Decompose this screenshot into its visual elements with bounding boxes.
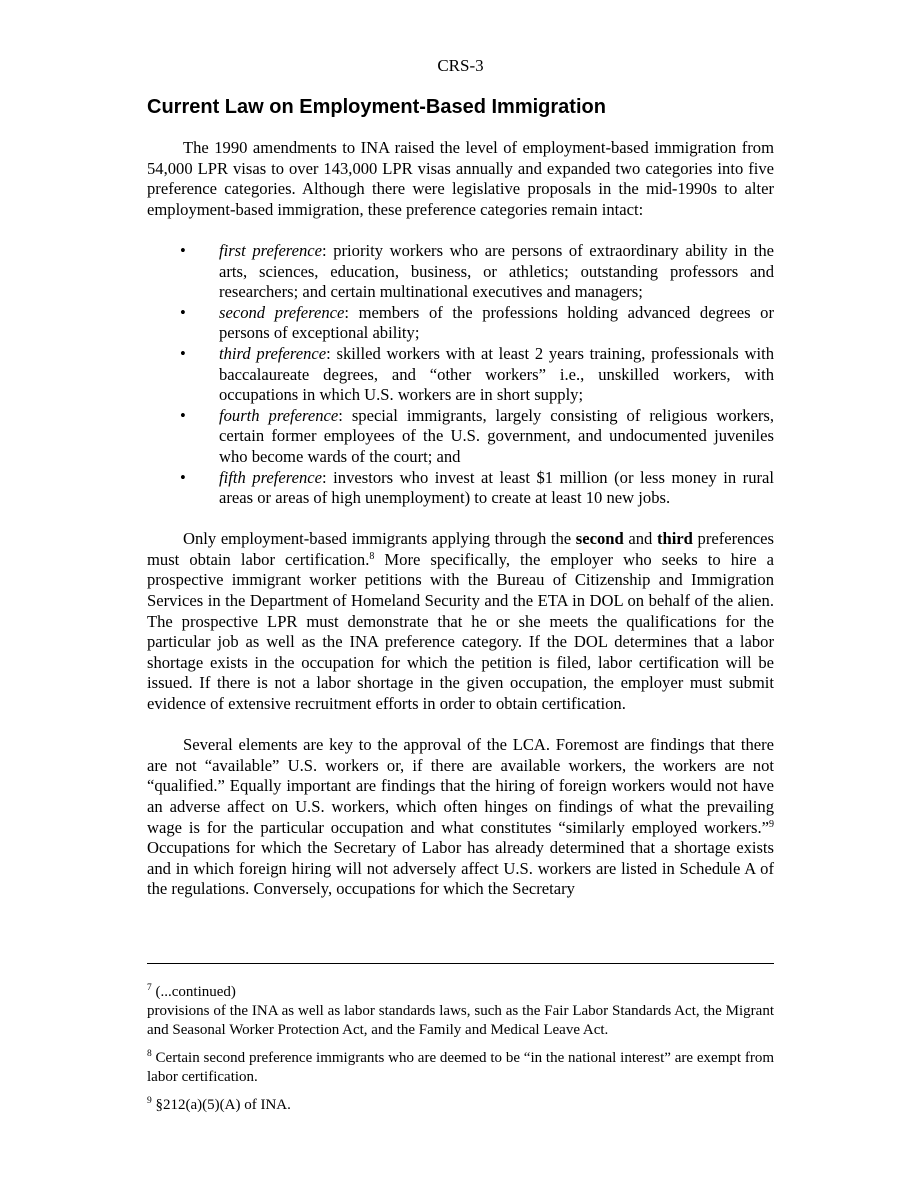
- list-item-fourth-preference: [147, 406, 774, 468]
- footnote-9-text: §212(a)(5)(A) of INA.: [151, 1097, 291, 1113]
- footnote-7-heading: [147, 983, 774, 1002]
- footnote-8-text: Certain second preference immigrants who are deemed to be “in the national interest” are exempt from labor certification.: [147, 1050, 774, 1085]
- bullet-icon: •: [180, 302, 186, 322]
- preference-term: second preference: [219, 302, 345, 322]
- preference-description: : special immigrants, largely consisting of religious workers, certain former employees of the U.S. government, and undocumented juveniles who become wards of the court; and: [219, 405, 774, 466]
- footnote-ref-9[interactable]: 9: [769, 818, 774, 830]
- footnote-divider: [147, 963, 774, 964]
- list-item-first-preference: [147, 241, 774, 303]
- footnote-continued-label: (...continued): [151, 984, 236, 1000]
- paragraph-lca-elements: [147, 735, 774, 900]
- footnotes: [147, 983, 774, 1124]
- list-item-second-preference: [147, 303, 774, 344]
- footnote-number: 8: [147, 1049, 152, 1059]
- preference-term: fourth preference: [219, 405, 339, 425]
- text-run: More specifically, the employer who seeks to hire a prospective immigrant worker petitions with the Bureau of Citizenship and Immigration Services in the Department of Homeland Security and the ETA in DOL on behalf of the alien. The prospective LPR must demonstrate that he or she meets the qualifications for the particular job as well as the INA preference category. If the DOL determines that a labor shortage exists in the occupation for which the petition is filed, labor certification will be issued. If there is not a labor shortage in the given occupation, the employer must submit evidence of extensive recruitment efforts in order to obtain certification.: [147, 549, 774, 714]
- preference-description: : skilled workers with at least 2 years training, professionals with baccalaureate degrees, and “other workers” i.e., unskilled workers, with occupations in which U.S. workers are in short supply;: [219, 343, 774, 405]
- bullet-icon: •: [180, 467, 186, 487]
- footnote-number: 7: [147, 983, 152, 993]
- preference-term: third preference: [219, 343, 327, 363]
- paragraph-labor-certification: [147, 529, 774, 714]
- text-run: preferences must obtain labor certification.: [147, 529, 774, 569]
- emphasis-third: third: [656, 529, 693, 549]
- footnote-9: [147, 1096, 774, 1115]
- preference-description: : priority workers who are persons of extraordinary ability in the arts, sciences, education, business, or athletics; outstanding professors and researchers; and certain multinational executives and managers;: [219, 240, 774, 302]
- text-run: Occupations for which the Secretary of Labor has already determined that a shortage exists and in which foreign hiring will not adversely affect U.S. workers are listed in Schedule A of the regulations. Conversely, occupations for which the Secretary: [147, 838, 774, 899]
- preference-description: : members of the professions holding advanced degrees or persons of exceptional ability;: [219, 302, 774, 343]
- bullet-icon: •: [180, 240, 186, 260]
- preference-term: fifth preference: [219, 467, 323, 487]
- list-item-third-preference: [147, 344, 774, 406]
- footnote-7: [147, 983, 774, 1040]
- preference-description: : investors who invest at least $1 million (or less money in rural areas or areas of high unemployment) to create at least 10 new jobs.: [219, 467, 774, 508]
- body-text: [147, 138, 774, 921]
- text-run: and: [623, 529, 657, 549]
- preference-list: [147, 241, 774, 509]
- preference-term: first preference: [219, 240, 323, 260]
- text-run: Only employment-based immigrants applying through the: [183, 529, 576, 549]
- page-header: CRS-3: [437, 56, 484, 75]
- footnote-ref-8[interactable]: 8: [369, 550, 375, 562]
- list-item-fifth-preference: [147, 468, 774, 509]
- footnote-7-text: provisions of the INA as well as labor standards laws, such as the Fair Labor Standards Act, the Migrant and Seasonal Worker Protection Act, and the Family and Medical Leave Act.: [147, 1003, 774, 1038]
- footnote-8: [147, 1049, 774, 1087]
- section-heading: Current Law on Employment-Based Immigration: [147, 96, 606, 118]
- text-run: Several elements are key to the approval of the LCA. Foremost are findings that there are not “available” U.S. workers or, if there are available workers, the workers are not “qualified.” Equally important are findings that the hiring of foreign workers would not have an adverse affect on U.S. workers, which often hinges on findings of what the prevailing wage is for the particular occupation and what constitutes “similarly employed workers.”: [147, 735, 774, 837]
- emphasis-second: second: [575, 529, 624, 549]
- footnote-number: 9: [147, 1096, 152, 1106]
- paragraph-intro: The 1990 amendments to INA raised the level of employment-based immigration from 54,000 LPR visas to over 143,000 LPR visas annually and expanded two categories into five preference categories. Although there were legislative proposals in the mid-1990s to alter employment-based immigration, these preference categories remain intact:: [147, 138, 774, 219]
- bullet-icon: •: [180, 343, 186, 363]
- bullet-icon: •: [180, 405, 186, 425]
